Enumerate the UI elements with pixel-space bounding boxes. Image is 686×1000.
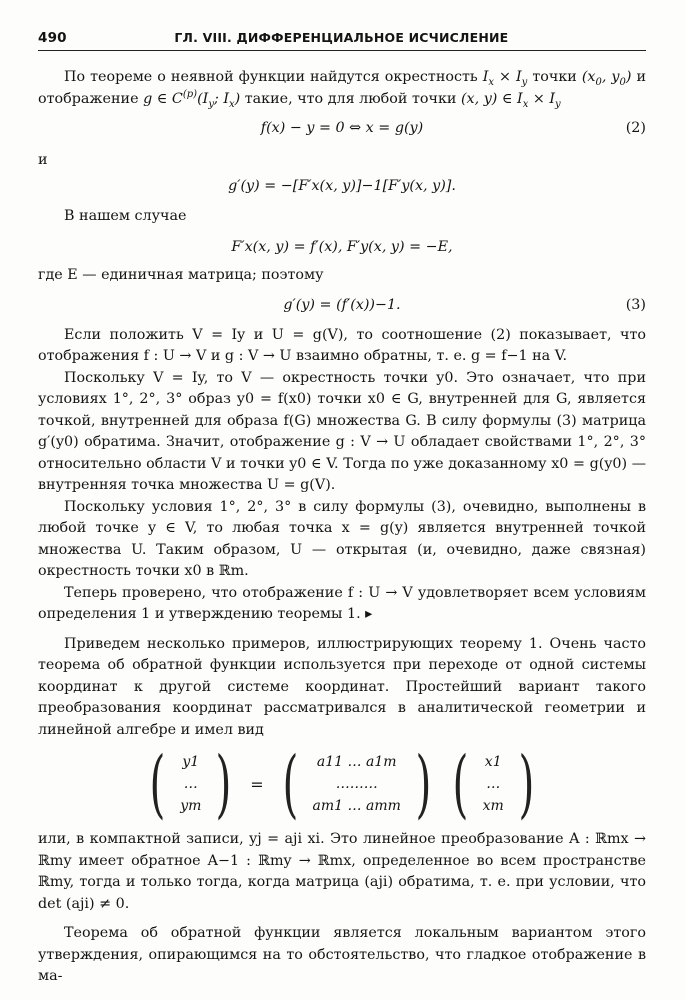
vector-y <box>180 751 201 817</box>
paragraph-implicit-function: По теореме о неявной функции найдутся окрестность $I_x \times I_y$ точки ($x_0$, $y_0$) и отображение g ∈ $C^{(p)}(I_y$; $I_x$) такие, что для любой точки (x, y) ∈ $I_x \times I_y$ <box>38 69 647 110</box>
case-text: В нашем случае <box>64 207 187 224</box>
matrix-equation <box>38 741 646 827</box>
equation-3 <box>38 293 646 317</box>
equation-inverse-derivative-body: g′(y) = −[F′x(x, y)]−1[F′y(x, y)]. <box>228 177 456 194</box>
equation-2-body: f(x) − y = 0 ⇔ x = g(y) <box>260 120 424 136</box>
paragraph-since-1: Поскольку V = Iy, то V — окрестность точки y0. Это означает, что при условиях 1°, 2°, 3° образ y0 = f(x0) точки x0 ∈ G, внутренней для G, является точкой, внутренней для образа f(G) множества G. В силу формулы (3) матрица g′(y0) обратима. Значит, отображение g : V → U обладает свойствами 1°, 2°, 3° относительно области V и точки y0 ∈ V. Тогда по уже доказанному x0 = g(y0) — внутренняя точка множества U = g(V). <box>38 369 646 493</box>
vector-x-top: x1 <box>484 754 502 770</box>
chapter-title: ГЛ. VIII. ДИФФЕРЕНЦИАЛЬНОЕ ИСЧИСЛЕНИЕ <box>174 30 509 45</box>
equation-partials <box>38 235 646 259</box>
vector-y-top: y1 <box>182 754 200 770</box>
left-paren: ( <box>452 741 469 827</box>
matrix-a-dots: ……… <box>335 776 378 792</box>
vector-y-dots: … <box>183 776 198 792</box>
vector-y-bottom: ym <box>180 798 202 814</box>
paragraph-examples: Приведем несколько примеров, иллюстрирующих теорему 1. Очень часто теорема об обратной функции используется при переходе от одной системы координат к другой системе координат. Простейший вариант такого преобразования координат рассматривался в аналитической геометрии и линейной алгебре и имел вид <box>38 635 646 738</box>
paragraph-theorem: Теорема об обратной функции является локальным вариантом этого утверждения, опирающимся на то обстоятельство, что гладкое отображение в ма- <box>38 925 646 984</box>
left-paren: ( <box>282 741 299 827</box>
right-paren: ) <box>415 741 432 827</box>
matrix-a-rowm: am1 … amm <box>312 798 401 814</box>
matrix-a-row1: a11 … a1m <box>316 754 397 770</box>
paragraph-since-2: Поскольку условия 1°, 2°, 3° в силу формулы (3), очевидно, выполнены в любой точке y ∈ V, то любая точка x = g(y) является внутренней точкой множества U. Таким образом, U — открытая (и, очевидно, даже связная) окрестность точки x0 в ℝm. <box>38 498 646 579</box>
equals-sign: = <box>250 774 264 794</box>
equation-partials-body: F′x(x, y) = f′(x), F′y(x, y) = −E, <box>231 239 453 255</box>
vector-x-dots: … <box>486 776 501 792</box>
book-page <box>38 30 646 988</box>
equation-3-body: g′(y) = (f′(x))−1. <box>283 296 401 313</box>
equation-inverse-derivative <box>38 174 646 198</box>
vector-x-bottom: xm <box>482 798 504 814</box>
paragraph-compact: или, в компактной записи, yj = aji xi. Это линейное преобразование A : ℝmx → ℝmy имеет обратное A−1 : ℝmy → ℝmx, определенное во всем пространстве ℝmy, тогда и только тогда, когда матрица (aji) обратима, т. е. при условии, что det (aji) ≠ 0. <box>38 831 646 912</box>
equation-3-number: (3) <box>625 296 646 313</box>
paragraph-if: Если положить V = Iy и U = g(V), то соотношение (2) показывает, что отображения f : U → V и g : V → U взаимно обратны, т. е. g = f−1 на V. <box>38 326 646 364</box>
running-head <box>38 30 646 46</box>
conjunction-and: и <box>38 152 48 168</box>
right-paren: ) <box>215 741 232 827</box>
vector-x <box>483 751 504 817</box>
where-text: где E — единичная матрица; поэтому <box>38 267 324 283</box>
matrix-a <box>313 751 401 817</box>
paragraph-now-verified: Теперь проверено, что отображение f : U → V удовлетворяет всем условиям определения 1 и утверждению теоремы 1. ▸ <box>38 584 646 622</box>
right-paren: ) <box>518 741 535 827</box>
left-paren: ( <box>149 741 166 827</box>
equation-2-number: (2) <box>625 120 646 136</box>
page-number: 490 <box>38 30 67 46</box>
equation-2 <box>38 116 646 140</box>
